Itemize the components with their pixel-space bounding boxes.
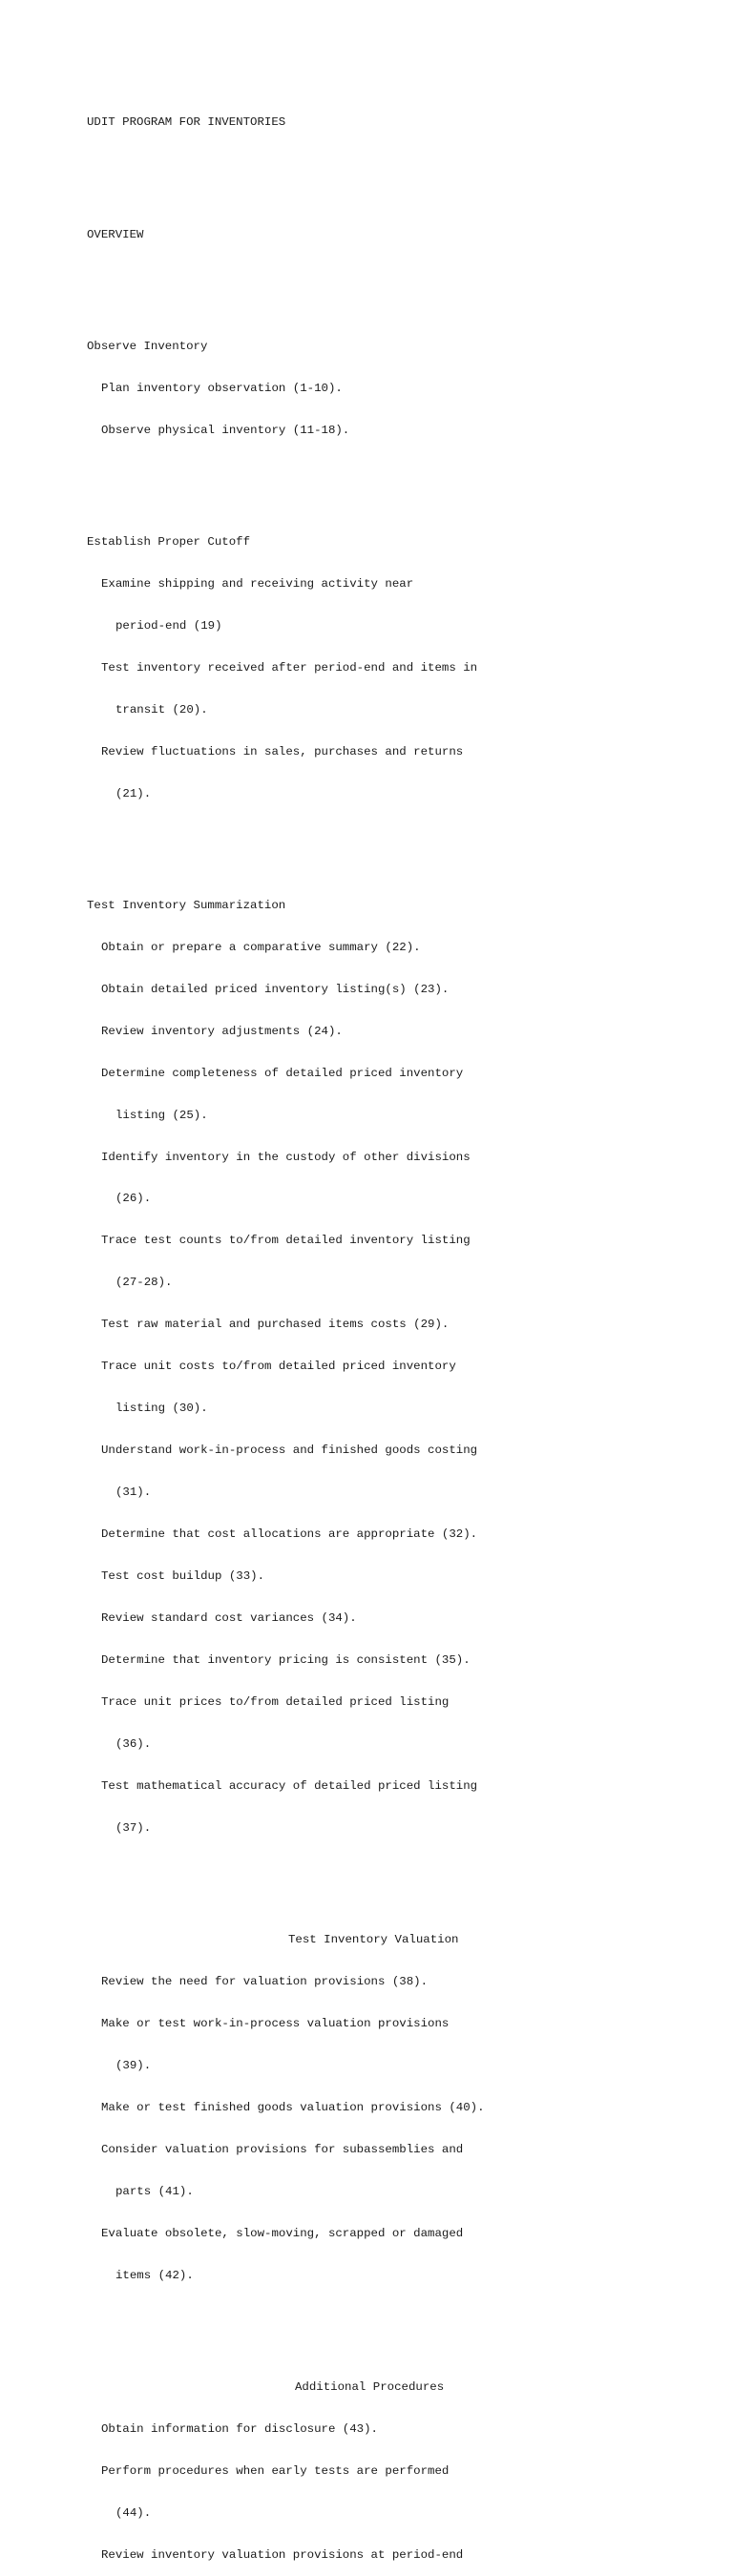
list-item: Evaluate obsolete, slow-moving, scrapped or damaged <box>101 2226 464 2240</box>
list-item: Obtain information for disclosure (43). <box>101 2421 378 2436</box>
section-heading-observe-inventory: Observe Inventory <box>87 339 208 353</box>
list-item: Make or test finished goods valuation provisions (40). <box>101 2100 485 2114</box>
list-item-continuation: (44). <box>115 2505 152 2520</box>
list-item: Make or test work-in-process valuation provisions <box>101 2016 450 2030</box>
list-item: Review the need for valuation provisions (38). <box>101 1974 429 1988</box>
list-item-continuation: transit (20). <box>115 702 208 717</box>
spacer <box>87 269 717 283</box>
list-item-continuation: (27-28). <box>115 1276 173 1290</box>
list-item-continuation: listing (30). <box>115 1402 208 1416</box>
list-item: Trace unit costs to/from detailed priced inventory <box>101 1360 456 1374</box>
list-item: Perform procedures when early tests are performed <box>101 2463 450 2478</box>
section-heading-establish-proper-cutoff: Establish Proper Cutoff <box>87 534 251 549</box>
spacer <box>87 466 717 480</box>
list-item: Obtain detailed priced inventory listing(s) (23). <box>101 982 450 996</box>
list-item: Review standard cost variances (34). <box>101 1611 357 1625</box>
list-item: Test mathematical accuracy of detailed priced listing <box>101 1778 478 1793</box>
list-item: Plan inventory observation (1-10). <box>101 381 343 395</box>
section-heading-test-inventory-summarization: Test Inventory Summarization <box>87 898 286 912</box>
list-item: Determine that cost allocations are appropriate (32). <box>101 1527 478 1542</box>
list-item: Review inventory adjustments (24). <box>101 1024 343 1038</box>
list-item: Test raw material and purchased items costs (29). <box>101 1318 450 1332</box>
list-item-continuation: parts (41). <box>115 2184 194 2198</box>
section-heading-test-inventory-valuation: Test Inventory Valuation <box>288 1932 459 1946</box>
list-item: Determine that inventory pricing is consistent (35). <box>101 1652 471 1667</box>
section-heading-additional-procedures: Additional Procedures <box>295 2379 445 2394</box>
list-item-continuation: (26). <box>115 1192 152 1206</box>
list-item-continuation: (36). <box>115 1736 152 1751</box>
list-item: Determine completeness of detailed priced inventory <box>101 1066 464 1080</box>
overview-heading: OVERVIEW <box>87 227 144 241</box>
list-item: Identify inventory in the custody of other divisions <box>101 1150 471 1164</box>
list-item: Test inventory received after period-end and items in <box>101 660 478 675</box>
list-item: Observe physical inventory (11-18). <box>101 423 350 437</box>
list-item: Test cost buildup (33). <box>101 1569 265 1584</box>
list-item-continuation: (39). <box>115 2058 152 2072</box>
list-item: Review inventory valuation provisions at period-end <box>101 2547 464 2562</box>
list-item: Trace test counts to/from detailed inventory listing <box>101 1234 471 1248</box>
list-item-continuation: period-end (19) <box>115 618 222 633</box>
document-page <box>87 88 717 2576</box>
list-item: Understand work-in-process and finished goods costing <box>101 1444 478 1458</box>
spacer <box>87 829 717 843</box>
spacer <box>87 2311 717 2325</box>
list-item: Trace unit prices to/from detailed priced listing <box>101 1694 450 1709</box>
list-item: Examine shipping and receiving activity near <box>101 576 414 591</box>
list-item-continuation: items (42). <box>115 2268 194 2282</box>
spacer <box>87 1863 717 1878</box>
document-title: UDIT PROGRAM FOR INVENTORIES <box>87 115 286 130</box>
list-item: Consider valuation provisions for subassemblies and <box>101 2142 464 2156</box>
list-item: Review fluctuations in sales, purchases and returns <box>101 744 464 758</box>
list-item-continuation: (31). <box>115 1485 152 1500</box>
list-item: Obtain or prepare a comparative summary (22). <box>101 940 421 954</box>
spacer <box>87 157 717 199</box>
list-item-continuation: (37). <box>115 1820 152 1835</box>
list-item-continuation: (21). <box>115 786 152 800</box>
list-item-continuation: listing (25). <box>115 1108 208 1122</box>
